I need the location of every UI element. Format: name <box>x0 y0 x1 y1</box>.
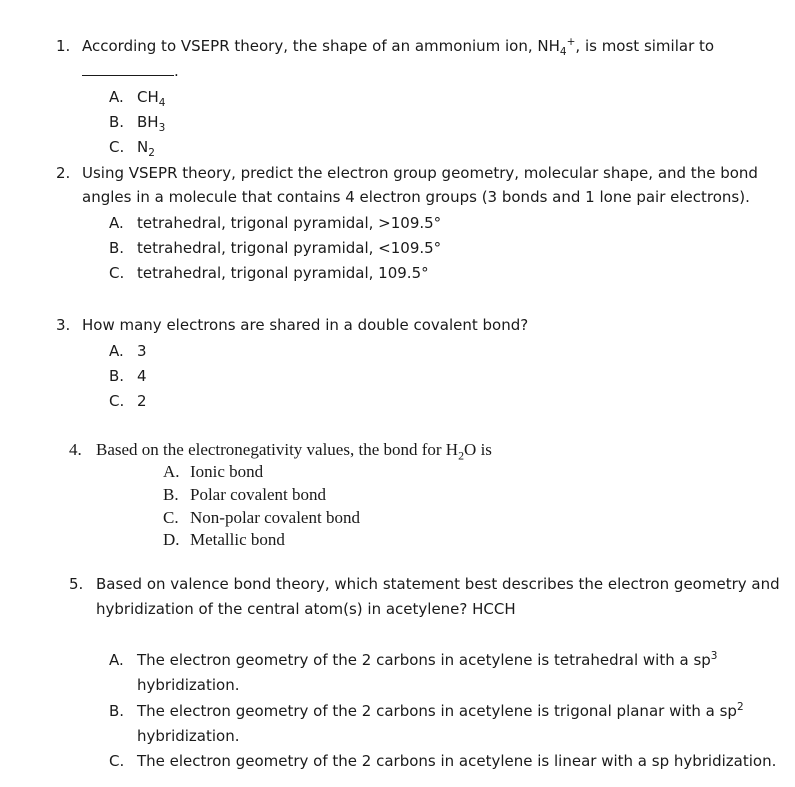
question-number: 5. <box>69 575 84 593</box>
question-number: 3. <box>56 316 71 334</box>
question-number: 4. <box>69 440 82 459</box>
option-b: Polar covalent bond <box>190 485 326 504</box>
option-a: tetrahedral, trigonal pyramidal, >109.5° <box>137 214 442 232</box>
question-number: 1. <box>56 37 71 55</box>
question-stem-line-1: Based on valence bond theory, which statement best describes the electron geometry and <box>96 575 780 593</box>
question-number: 2. <box>56 164 71 182</box>
option-c: The electron geometry of the 2 carbons in acetylene is linear with a sp hybridization. <box>137 752 777 770</box>
question-stem-line-1: Using VSEPR theory, predict the electron group geometry, molecular shape, and the bond <box>82 164 758 182</box>
option-a: 3 <box>137 342 147 360</box>
question-stem: Based on the electronegativity values, the bond for $H_2O$ is <box>96 440 492 463</box>
question-stem-line-2: angles in a molecule that contains 4 electron groups (3 bonds and 1 lone pair electrons). <box>82 188 750 206</box>
option-b-line-2: hybridization. <box>137 727 240 745</box>
option-c: 2 <box>137 392 147 410</box>
question-stem: According to VSEPR theory, the shape of an ammonium ion, $NH_4^+$, is most similar to <box>82 36 715 58</box>
option-c: tetrahedral, trigonal pyramidal, 109.5° <box>137 264 429 282</box>
question-stem-line-2: hybridization of the central atom(s) in acetylene? HCCH <box>96 600 516 618</box>
option-b: 4 <box>137 367 147 385</box>
option-a-line-1: The electron geometry of the 2 carbons in acetylene is tetrahedral with a $sp^3$ <box>137 650 718 669</box>
option-b: tetrahedral, trigonal pyramidal, <109.5° <box>137 239 442 257</box>
option-d: Metallic bond <box>190 530 285 549</box>
option-b-line-1: The electron geometry of the 2 carbons in acetylene is trigonal planar with a $sp^2$ <box>137 701 744 720</box>
option-c: Non-polar covalent bond <box>190 508 360 527</box>
question-stem: How many electrons are shared in a double covalent bond? <box>82 316 529 334</box>
option-a-line-2: hybridization. <box>137 676 240 694</box>
answer-blank: . <box>82 62 179 80</box>
option-a: Ionic bond <box>190 462 264 481</box>
